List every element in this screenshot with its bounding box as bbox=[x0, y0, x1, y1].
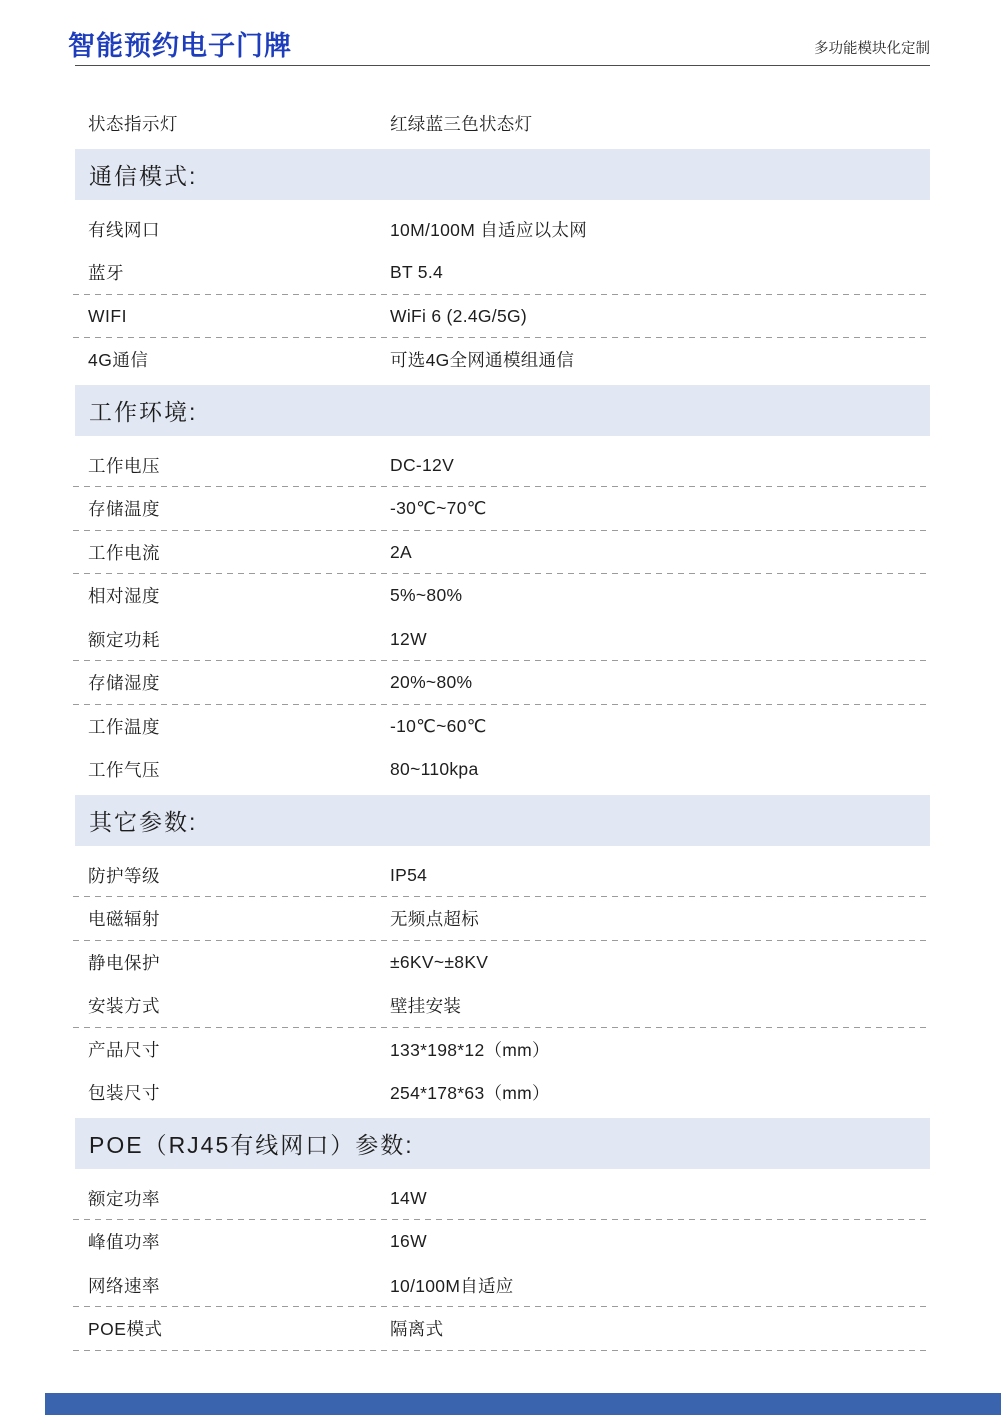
spec-label: 4G通信 bbox=[88, 350, 149, 371]
spec-value: IP54 bbox=[390, 864, 428, 885]
spec-value: BT 5.4 bbox=[390, 262, 444, 283]
spec-section bbox=[75, 795, 930, 1115]
spec-section bbox=[75, 102, 930, 146]
spec-row bbox=[75, 897, 930, 941]
spec-value: 12W bbox=[390, 628, 427, 649]
spec-label: 相对湿度 bbox=[88, 586, 160, 607]
spec-label: 峰值功率 bbox=[88, 1232, 160, 1253]
spec-section bbox=[75, 149, 930, 382]
section-header bbox=[75, 1118, 930, 1169]
spec-label: 工作电流 bbox=[88, 542, 160, 563]
spec-label: 安装方式 bbox=[88, 996, 160, 1017]
spec-label: 存储湿度 bbox=[88, 673, 160, 694]
spec-value: 可选4G全网通模组通信 bbox=[390, 350, 575, 371]
spec-value: 16W bbox=[390, 1231, 427, 1252]
spec-row bbox=[75, 1220, 930, 1264]
spec-label: 状态指示灯 bbox=[88, 114, 178, 135]
spec-value: 隔离式 bbox=[390, 1319, 444, 1340]
spec-label: 有线网口 bbox=[88, 219, 160, 240]
spec-row bbox=[75, 854, 930, 898]
spec-label: 工作温度 bbox=[88, 716, 160, 737]
spec-value: 无频点超标 bbox=[390, 909, 479, 930]
spec-label: 电磁辐射 bbox=[88, 909, 160, 930]
spec-section bbox=[75, 385, 930, 792]
spec-row bbox=[75, 1307, 930, 1351]
spec-row bbox=[75, 102, 930, 146]
spec-row bbox=[75, 444, 930, 488]
spec-section bbox=[75, 1118, 930, 1351]
section-header bbox=[75, 795, 930, 846]
spec-row bbox=[75, 531, 930, 575]
spec-row bbox=[75, 1177, 930, 1221]
spec-row bbox=[75, 251, 930, 295]
spec-label: POE模式 bbox=[88, 1319, 163, 1340]
section-rows bbox=[75, 846, 930, 1115]
header-tagline: 多功能模块化定制 bbox=[814, 41, 930, 57]
section-header bbox=[75, 149, 930, 200]
spec-row bbox=[75, 661, 930, 705]
spec-label: 网络速率 bbox=[88, 1275, 160, 1296]
spec-table bbox=[75, 66, 930, 1351]
spec-value: 2A bbox=[390, 541, 413, 562]
spec-row bbox=[75, 574, 930, 618]
spec-row bbox=[75, 295, 930, 339]
spec-value: 10/100M自适应 bbox=[390, 1275, 514, 1296]
spec-value: 10M/100M 自适应以太网 bbox=[390, 219, 588, 240]
spec-label: 包装尺寸 bbox=[88, 1083, 160, 1104]
page-title: 智能预约电子门牌 bbox=[68, 31, 292, 61]
spec-label: 防护等级 bbox=[88, 865, 160, 886]
spec-label: 存储温度 bbox=[88, 499, 160, 520]
spec-value: 80~110kpa bbox=[390, 759, 479, 780]
spec-row bbox=[75, 705, 930, 749]
spec-label: 静电保护 bbox=[88, 952, 160, 973]
section-title: 其它参数: bbox=[89, 808, 198, 835]
spec-value: 254*178*63（mm） bbox=[390, 1083, 550, 1104]
spec-value: 14W bbox=[390, 1187, 427, 1208]
spec-value: 133*198*12（mm） bbox=[390, 1039, 550, 1060]
section-title: POE（RJ45有线网口）参数: bbox=[89, 1131, 414, 1158]
spec-value: 20%~80% bbox=[390, 672, 473, 693]
spec-value: WiFi 6 (2.4G/5G) bbox=[390, 305, 528, 326]
spec-row bbox=[75, 1071, 930, 1115]
spec-label: 额定功率 bbox=[88, 1188, 160, 1209]
footer-bar bbox=[45, 1393, 1001, 1415]
spec-label: 工作电压 bbox=[88, 455, 160, 476]
section-header bbox=[75, 385, 930, 436]
section-rows bbox=[75, 102, 930, 146]
spec-label: WIFI bbox=[88, 305, 127, 326]
spec-row bbox=[75, 208, 930, 252]
spec-value: -10℃~60℃ bbox=[390, 715, 487, 736]
spec-row bbox=[75, 1028, 930, 1072]
spec-row bbox=[75, 338, 930, 382]
section-title: 工作环境: bbox=[89, 398, 198, 425]
spec-row bbox=[75, 1264, 930, 1308]
section-rows bbox=[75, 1169, 930, 1351]
spec-value: 5%~80% bbox=[390, 585, 463, 606]
spec-label: 蓝牙 bbox=[88, 263, 124, 284]
spec-row bbox=[75, 748, 930, 792]
section-title: 通信模式: bbox=[89, 162, 198, 189]
section-rows bbox=[75, 200, 930, 382]
spec-value: 红绿蓝三色状态灯 bbox=[390, 114, 533, 135]
spec-value: 壁挂安装 bbox=[390, 996, 462, 1017]
spec-label: 工作气压 bbox=[88, 760, 160, 781]
spec-value: DC-12V bbox=[390, 454, 455, 475]
spec-value: -30℃~70℃ bbox=[390, 498, 487, 519]
spec-row bbox=[75, 487, 930, 531]
spec-row bbox=[75, 618, 930, 662]
spec-row bbox=[75, 941, 930, 985]
spec-value: ±6KV~±8KV bbox=[390, 951, 489, 972]
spec-row bbox=[75, 984, 930, 1028]
spec-label: 产品尺寸 bbox=[88, 1039, 160, 1060]
spec-label: 额定功耗 bbox=[88, 629, 160, 650]
section-rows bbox=[75, 436, 930, 792]
